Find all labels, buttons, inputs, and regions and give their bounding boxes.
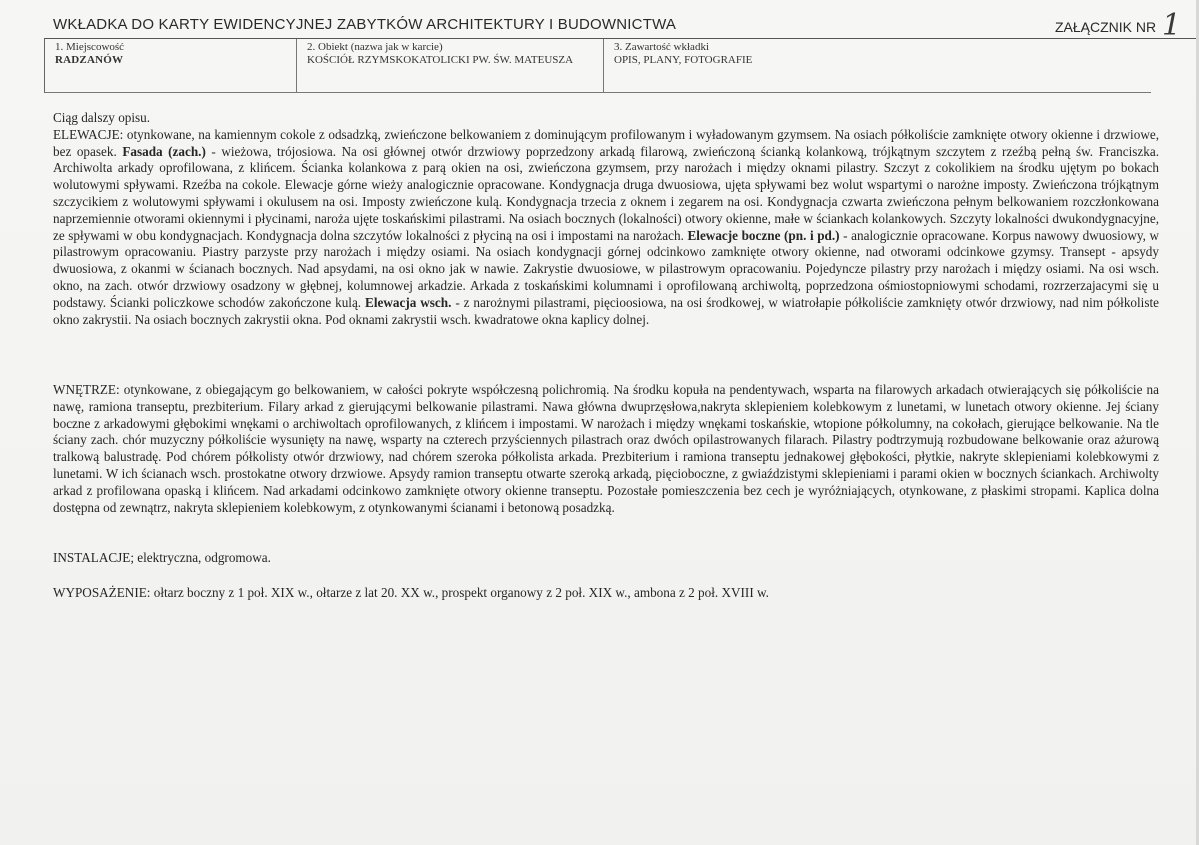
continuation-line: Ciąg dalszy opisu. — [53, 110, 151, 125]
annex-number: 1 — [1162, 8, 1182, 43]
field-object-value: KOŚCIÓŁ RZYMSKOKATOLICKI PW. ŚW. MATEUSZA — [307, 54, 574, 66]
document-title: WKŁADKA DO KARTY EWIDENCYJNEJ ZABYTKÓW ARCHITEKTURY I BUDOWNICTWA — [53, 16, 677, 33]
facade-text: - wieżowa, trójosiowa. Na osi głównej otwór drzwiowy poprzedzony arkadą filarową, zwieńczoną ścianką kolankową, trójkątnym szczytem z rzeźbą pełną św. Franciszka. Archiwolta arkady oprofilowana, z klińcem. Ścianka kolankowa z parą okien na osi, zwieńczona gzymsem, przy narożach i między oknami pilastry. Szczyt z cokolikiem na środku ujętym po bokach wolutowymi spływami. Rzeźba na cokole. Elewacje górne wieży analogicznie opracowane. Kondygnacja druga dwuosiowa, ujęta spływami bez wolut wspartymi o narożne imposty. Zwieńczona trójkątnym szczycikiem z wolutowymi spływami i okulusem na osi. Imposty zwieńczone kulą. Kondygnacja trzecia z oknem i zegarem na osi. Kondygnacja czwarta zwieńczona pełnym belkowaniem rozczłonkowana naprzemiennie otworami okiennymi i płycinami, naroża ujęte toskańskimi pilastrami. Na osiach bocznych (lokalności) otwory okienne, małe w ściankach kolankowych. Szczyty lokalności dwukondygnacyjne, ze spływami w obu kondygnacjach. Kondygnacja dolna szczytów lokalności z płyciną na osi i impostami na narożach. — [53, 143, 1160, 243]
interior-section — [53, 382, 1159, 516]
equipment-line: WYPOSAŻENIE: ołtarz boczny z 1 poł. XIX w., ołtarze z lat 20. XX w., prospekt organowy z 2 poł. XIX w., ambona z 2 poł. XVIII w. — [53, 585, 769, 600]
annex-label: ZAŁĄCZNIK NR — [1055, 19, 1157, 35]
field-object-label: 2. Obiekt (nazwa jak w karcie) — [307, 41, 443, 53]
installations-line: INSTALACJE; elektryczna, odgromowa. — [53, 550, 271, 565]
field-contents-value: OPIS, PLANY, FOTOGRAFIE — [614, 54, 753, 66]
field-locality-label: 1. Miejscowość — [55, 41, 125, 53]
field-locality-value: RADZANÓW — [55, 54, 124, 66]
field-locality — [45, 39, 297, 92]
side-elevations-heading: Elewacje boczne (pn. i pd.) — [687, 227, 840, 243]
facade-heading: Fasada (zach.) — [122, 143, 206, 159]
field-contents — [604, 39, 1151, 92]
description-body — [53, 110, 1159, 328]
side-elevations-text: - analogicznie opracowane. Korpus nawowy dwuosiowy, w pilastrowym opracowaniu. Piastry parzyste przy narożach i między osiami. Na osiach kondygnacji górnej odcinkowo zamknięte otwory okienne, nad otworami odcinkowe gzymsy. Transept - apsydy dwuosiowa, z okanmi w ścianach bocznych. Nad apsydami, na osi okno jak w nawie. Zakrystie dwuosiowe, w pilastrowym opracowaniu. Pojedyncze pilastry przy narożach i między osiami. Na osi wsch. okno, na zach. otwór drzwiowy osadzony w głębnej, kolumnowej arkadzie. Arkada z toskańskimi kolumnami i oprofilowaną archiwoltą, poprzedzona ośmiostopniowymi schodami, rozrzerzajacymi się u podstawy. Ścianki policzkowe schodów zakończone kulą. — [53, 227, 1160, 310]
interior-paragraph: WNĘTRZE: otynkowane, z obiegającym go belkowaniem, w całości pokryte współczesną polichromią. Na środku kopuła na pendentywach, wsparta na filarowych arkadach otwierających się półkoliście na nawę, ramiona transeptu, prezbiterium. Filary arkad z gierującymi belkowanie pilastrami. Nawa główna dwuprzęsłowa,nakryta sklepieniem kolebkowym z lunetami, w lunetach otwory okienne. Jej ściany boczne z arkadowymi głębokimi wnękami o archiwoltach oprofilowanych, z klińcem i impostami. W narożach i między wnękami toskańskie, wtopione półkolumny, na cokołach, gierujące belkowanie. Na tle ściany zach. chór muzyczny półkoliście wysunięty na nawę, wsparty na czterech przyściennych pilastrach oraz dwóch opilastrowanych filarach. Pilastry podtrzymują rozbudowane belkowanie oraz ażurową tralkową balustradę. Pod chórem półkolisty otwór drzwiowy, nad chórem szeroka półkolista arkada. Prezbiterium i ramiona transeptu jednakowej głębokości, płytkie, nakryte sklepieniami kolebkowymi z lunetami. W ich ścianach wsch. prostokatne otwory drzwiowe. Apsydy ramion transeptu otwarte szeroką arkadą, pięcioboczne, z gwiaździstymi sklepieniami i parami okien w bocznych ściankach. Archiwolty arkad z profilowana opaską i klińcem. Nad arkadami odcinkowo zamknięte otwory okienne transeptu. Pozostałe pomieszczenia bez cech je wyróżniających, otynkowane, z płaskimi stropami. Kaplica dolna dostępna od zewnątrz, nakryta sklepieniem kolebkowym, z otynkowanymi ścianami i betonową posadzką. — [53, 382, 1159, 515]
elevations-paragraph — [53, 127, 1159, 329]
field-object — [297, 39, 604, 92]
field-contents-label: 3. Zawartość wkładki — [614, 41, 709, 53]
east-elevation-heading: Elewacja wsch. — [365, 294, 452, 310]
header-fields-table — [44, 38, 1151, 93]
elevations-intro: ELEWACJE: otynkowane, na kamiennym cokole z odsadzką, zwieńczone belkowaniem z dominującym profilowanym i wyładowanym gzymsem. Na osiach półkoliście zamknięte otwory okienne i drzwiowe, bez opasek. — [53, 126, 1159, 159]
east-elevation-text: - z narożnymi pilastrami, pięcioosiowa, na osi środkowej, w wiatrołapie półkoliście zamknięty otwór drzwiowy, nad nim półkoliste okno zakrystii. Na osiach bocznych zakrystii okna. Pod oknami zakrystii wsch. kwadratowe okna kaplicy dolnej. — [53, 294, 1159, 327]
